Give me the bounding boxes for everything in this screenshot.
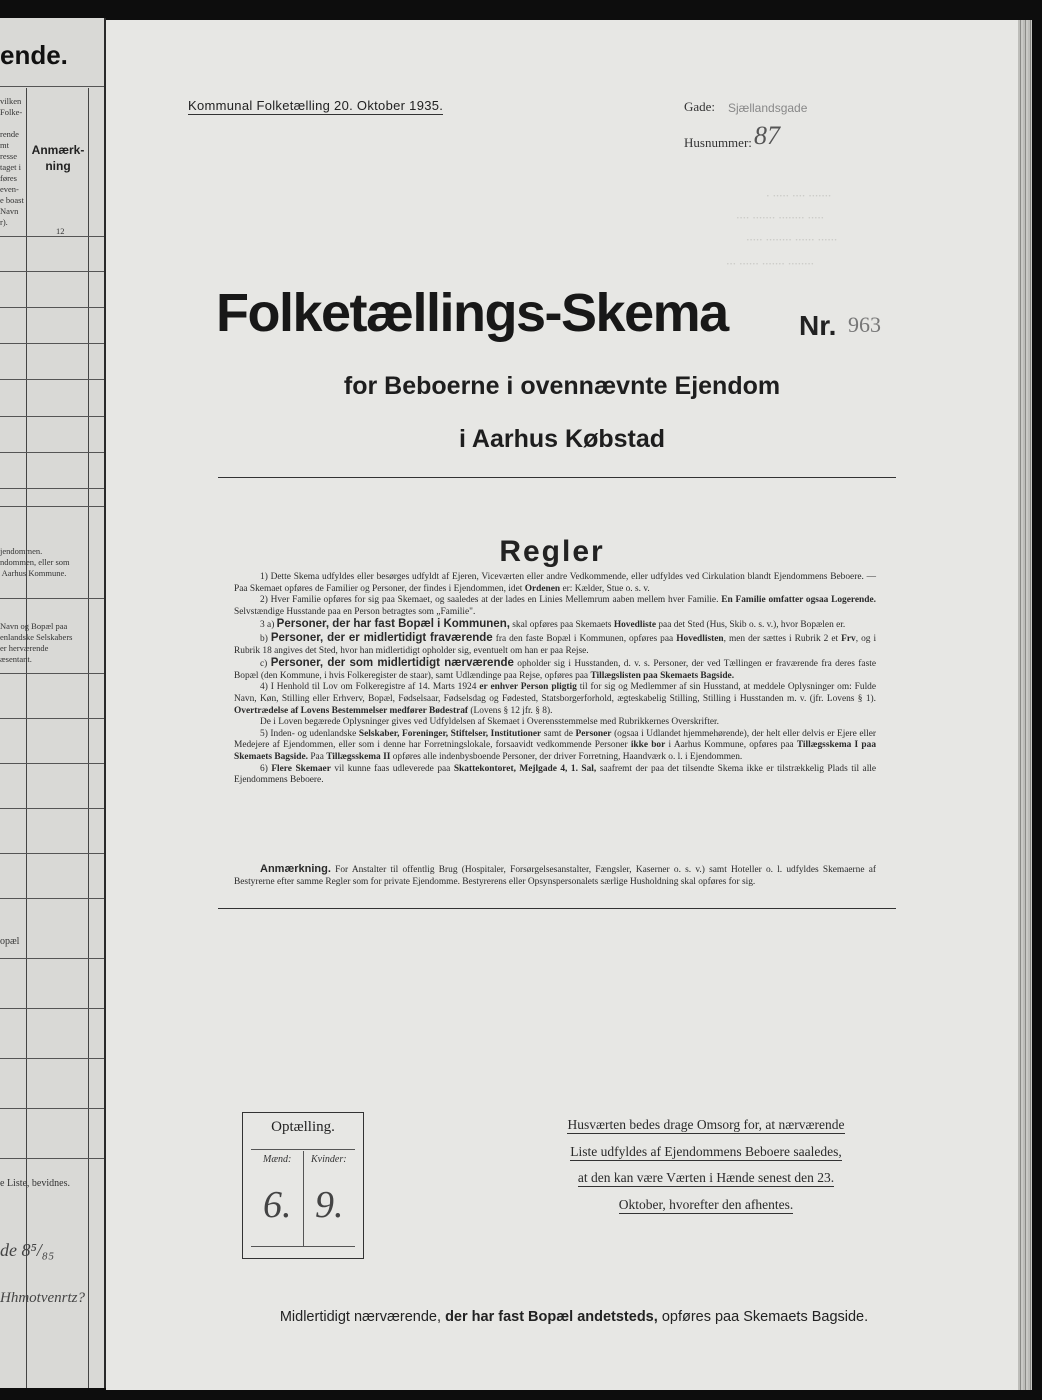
census-form-page [106, 20, 1018, 1390]
table-rule [0, 958, 104, 959]
table-rule [0, 86, 104, 87]
rule-5: 5) Inden- og udenlandske Selskaber, Foreninger, Stiftelser, Institutioner samt de Personer (ogsaa i Udlandet hjemmehørende), der helt eller delvis er Ejere eller Medejere af Ejendommen, eller som i denne har Forretningslokale, forsaavidt vedkommende Personer ikke bor i Aarhus Kommune, opføres paa Tillægsskema I paa Skemaets Bagside. Paa Tillægsskema II opføres alle indenbysboende Personer, der driver Forretning, Haandværk o. l. i Ejendommen. [234, 728, 877, 762]
handwritten-signature: Hhmotvenrtz? [0, 1290, 85, 1306]
page-edges [1018, 20, 1032, 1390]
rule-6: 6) Flere Skemaer vil kunne faas udleverede paa Skattekontoret, Mejlgade 4, 1. Sal, saafremt der paa det tilsendte Skema ikke er tilstrækkelig Plads til alle Ejendommens Beboere. [234, 763, 877, 786]
form-subtitle: for Beboerne i ovennævnte Ejendom [343, 372, 781, 400]
remark-text: For Anstalter til offentlig Brug (Hospitaler, Forsørgelsesanstalter, Fængsler, Kaserner o. s. v.) samt Hoteller o. l. udfyldes Skemaerne af Bestyrerne efter samme Regler som for private Ejendomme. Bestyrerens eller Opsynspersonalets særlige Husholdning skal opføres for sig. [234, 865, 877, 887]
bleed-through: ···· ······· ········ ····· [736, 210, 824, 225]
table-rule [0, 236, 104, 237]
divider [218, 477, 896, 478]
previous-page-note: jendommen. ndommen, eller som Aarhus Kommune. [0, 546, 70, 578]
form-number-label: Nr. [799, 310, 837, 341]
column-divider [88, 88, 89, 1388]
women-count: 9. [315, 1184, 344, 1226]
remark-note [234, 863, 876, 889]
men-count: 6. [263, 1184, 292, 1226]
previous-page-note: Navn og Bopæl paa enlandske Selskabers er herværende æsentant. [0, 621, 73, 664]
landlord-instructions [536, 1116, 876, 1222]
rule-4b: De i Loven begærede Oplysninger gives ved Udfyldelsen af Skemaet i Overensstemmelse med Rubrikkernes Overskrifter. [260, 717, 719, 728]
table-rule [0, 416, 104, 417]
house-number-value: 87 [754, 121, 780, 150]
table-rule [0, 598, 104, 599]
rule-3a: 3 a) Personer, der har fast Bopæl i Kommunen, skal opføres paa Skemaets Hovedliste paa det Sted (Hus, Skib o. s. v.), hvor Bopælen er. [260, 618, 846, 631]
previous-page-title: ende. [0, 40, 68, 70]
rules-text [234, 572, 876, 787]
form-title: Folketællings-Skema [216, 283, 728, 343]
table-rule [0, 488, 104, 489]
previous-page [0, 18, 106, 1388]
column-header-remarks: Anmærk- ning [31, 143, 85, 173]
count-box [242, 1112, 364, 1259]
table-rule [0, 506, 104, 507]
previous-page-note: e Liste, bevidnes. [0, 1178, 70, 1189]
table-rule [0, 673, 104, 674]
column-number: 12 [56, 226, 65, 236]
street-label: Gade: [684, 99, 716, 114]
rule-1: 1) Dette Skema udfyldes eller besørges udfyldt af Ejeren, Viceværten eller andre Vedkommende, eller udfyldes ved Cirkulation blandt Ejendommens Beboere. — Paa Skemaet opføres de Familier og Personer, der findes i Ejendommen, idet Ordenen er: Kælder, Stue o. s. v. [234, 572, 876, 594]
table-rule [0, 1058, 104, 1059]
street-value: Sjællandsgade [728, 101, 808, 115]
form-number-value: 963 [848, 312, 881, 337]
column-header-address: vilken Folke- rende mt resse taget i føres even- e boast Navn r). [0, 96, 24, 227]
divider [218, 908, 896, 909]
rule-2: 2) Hver Familie opføres for sig paa Skemaet, og saaledes at der lades en Linies Mellemrum aaben mellem hver Familie. En Familie omfatter ogsaa Logerende. Selvstændige Husstande paa en Person betragtes som „Familie". [234, 595, 876, 617]
table-rule [0, 343, 104, 344]
rule-3b: b) Personer, der er midlertidigt fraværende fra den faste Bopæl i Kommunen, opføres paa Hovedlisten, men der sættes i Rubrik 2 et Frv, og i Rubrik 18 angives det Sted, hvor han midlertidigt opholder sig, eventuelt om han er paa Rejse. [234, 631, 877, 656]
bleed-through: ····· ········ ······ ······ [746, 232, 837, 247]
table-rule [0, 379, 104, 380]
table-rule [0, 718, 104, 719]
bleed-through: ··· ······ ······· ········ [726, 256, 814, 271]
table-rule [0, 898, 104, 899]
table-rule [0, 1158, 104, 1159]
count-box-divider [303, 1151, 304, 1247]
table-rule [0, 763, 104, 764]
table-rule [0, 1008, 104, 1009]
remark-label: Anmærkning. [260, 863, 331, 875]
rules-heading: Regler [499, 535, 605, 568]
bleed-through: · ····· ···· ······· [766, 188, 831, 203]
landlord-line-1: Husværten bedes drage Omsorg for, at nærværende [567, 1117, 845, 1132]
women-label: Kvinder: [311, 1154, 347, 1165]
landlord-line-4: Oktober, hvorefter den afhentes. [618, 1196, 794, 1212]
rule-3c: c) Personer, der som midlertidigt nærværende opholder sig i Husstanden, d. v. s. Personer, der ved Tællingen er fraværende fra deres faste Bopæl (den Kommune, i hvis Folkeregister de staar), samt Udlændinge paa Rejse, opføres paa Tillægslisten paa Skemaets Bagside. [234, 657, 876, 681]
handwritten-date: de 8⁵/₈₅ [0, 1240, 55, 1260]
census-line: Kommunal Folketælling 20. Oktober 1935. [188, 98, 444, 113]
table-rule [0, 452, 104, 453]
landlord-line-2: Liste udfyldes af Ejendommens Beboere saaledes, [570, 1143, 842, 1159]
house-number-label: Husnummer: [684, 135, 752, 150]
form-subtitle-town: i Aarhus Købstad [458, 425, 666, 453]
column-divider [26, 88, 27, 1388]
previous-page-note: opæl [0, 936, 20, 947]
table-rule [0, 853, 104, 854]
table-rule [0, 271, 104, 272]
landlord-line-3: at den kan være Værten i Hænde senest den 23. [577, 1170, 835, 1185]
count-box-title: Optælling. [271, 1119, 335, 1135]
table-rule [0, 1108, 104, 1109]
men-label: Mænd: [263, 1154, 292, 1165]
table-rule [0, 307, 104, 308]
footer-note: Midlertidigt nærværende, der har fast Bopæl andetsteds, opføres paa Skemaets Bagside. [279, 1309, 869, 1325]
table-rule [0, 808, 104, 809]
rule-4: 4) I Henhold til Lov om Folkeregistre af 14. Marts 1924 er enhver Person pligtig til for sig og Medlemmer af sin Husstand, at meddele Oplysninger om: Fulde Navn, Køn, Stilling eller Erhverv, Bopæl, Fødselsaar, Fødselsdag og Fødested, Statsborgerforhold, ægteskabelig Stilling, Stilling i Husstanden m. v. (jfr. Lovens § 1). Overtrædelse af Lovens Bestemmelser medfører Bødestraf (Lovens § 12 jfr. § 8). [234, 682, 877, 716]
